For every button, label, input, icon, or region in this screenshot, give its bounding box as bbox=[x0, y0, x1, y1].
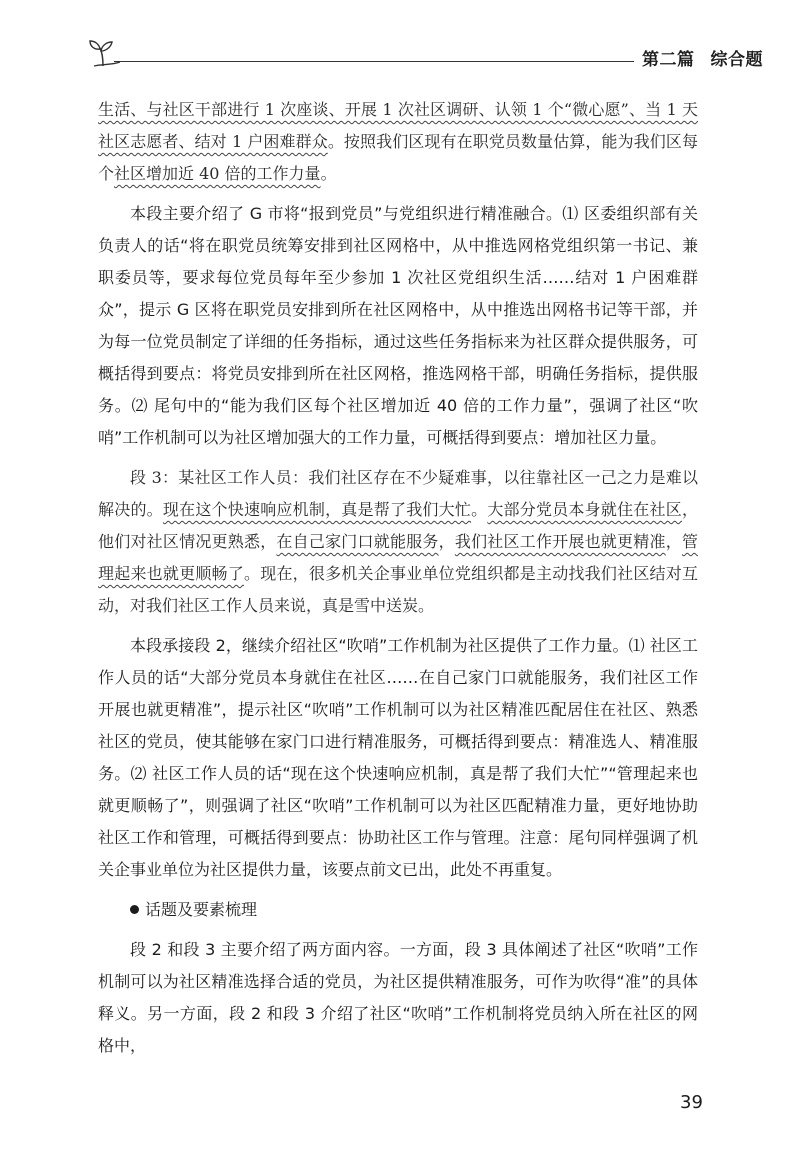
underlined-phrase: 生活、与社区干部进行 1 次座谈、开展 1 次社区调研、认领 1 个“微心愿”、当 1 天社区志愿者、结对 1 户困难群众 bbox=[98, 100, 698, 151]
quoted-material-paragraph-1 bbox=[98, 94, 698, 190]
body-text bbox=[98, 94, 698, 1070]
header-section: 综合题 bbox=[710, 50, 763, 70]
underlined-phrase: 大部分党员本身就住在社区 bbox=[487, 500, 682, 519]
text-run: 。 bbox=[471, 500, 488, 519]
text-run: 。按照我们区现有在职党员数量估算，能为我们区每个 bbox=[98, 132, 698, 183]
text-run: 。现在，很多机关企事业单位党组织都是主动找我们社区结对互动，对我们社区工作人员来说，真是雪中送炭。 bbox=[98, 564, 698, 615]
running-header bbox=[86, 36, 763, 76]
header-rule bbox=[114, 61, 634, 62]
sprout-icon bbox=[86, 36, 120, 70]
text-run: ， bbox=[665, 532, 682, 551]
page-number: 39 bbox=[680, 1092, 703, 1113]
section-heading-text: 话题及要素梳理 bbox=[145, 900, 258, 919]
text-run: ， bbox=[438, 532, 455, 551]
analysis-paragraph-2: 本段承接段 2，继续介绍社区“吹哨”工作机制为社区提供了工作力量。⑴ 社区工作人员的话“大部分党员本身就住在社区……在自己家门口就能服务，我们社区工作开展也就更精准”，提示社区“吹哨”工作机制可以为社区精准匹配居住在社区、熟悉社区的党员，使其能够在家门口进行精准服务，可概括得到要点：精准选人、精准服务。⑵ 社区工作人员的话“现在这个快速响应机制，真是帮了我们大忙”“管理起来也就更顺畅了”，则强调了社区“吹哨”工作机制可以为社区匹配精准力量，更好地协助社区工作和管理，可概括得到要点：协助社区工作与管理。注意：尾句同样强调了机关企事业单位为社区提供力量，该要点前文已出，此处不再重复。 bbox=[98, 636, 698, 879]
analysis-paragraph-1: 本段主要介绍了 G 市将“报到党员”与党组织进行精准融合。⑴ 区委组织部有关负责人的话“将在职党员统筹安排到社区网格中，从中推选网格党组织第一书记、兼职委员等，要求每位党员每年至少参加 1 次社区党组织生活……结对 1 户困难群众”，提示 G 区将在职党员安排到所在社区网格中，从中推选出网格书记等干部，并为每一位党员制定了详细的任务指标，通过这些任务指标来为社区群众提供服务，可概括得到要点：将党员安排到所在社区网格，推选网格干部，明确任务指标，提供服务。⑵ 尾句中的“能为我们区每个社区增加近 40 倍的工作力量”，强调了社区“吹哨”工作机制可以为社区增加强大的工作力量，可概括得到要点：增加社区力量。 bbox=[98, 204, 698, 447]
quoted-material-paragraph-2 bbox=[98, 462, 698, 622]
text-run: 。 bbox=[320, 164, 337, 183]
text-run: ，他们对社区情况更熟悉， bbox=[98, 500, 698, 551]
text-run: 段 3：某社区工作人员：我们社区存在不少疑难事，以往靠社区一己之力是难以解决的。 bbox=[98, 468, 698, 519]
bullet-icon bbox=[130, 905, 139, 914]
underlined-phrase: 社区增加近 40 倍的工作力量 bbox=[114, 164, 321, 183]
underlined-phrase: 我们社区工作开展也就更精准 bbox=[454, 532, 666, 551]
header-title bbox=[642, 45, 763, 70]
analysis-paragraph-3: 段 2 和段 3 主要介绍了两方面内容。一方面，段 3 具体阐述了社区“吹哨”工作机制可以为社区精准选择合适的党员，为社区提供精准服务，可作为吹得“准”的具体释义。另一方面，段 2 和段 3 介绍了社区“吹哨”工作机制将党员纳入所在社区的网格中， bbox=[98, 940, 698, 1055]
underlined-phrase: 现在这个快速响应机制，真是帮了我们大忙 bbox=[162, 500, 472, 519]
underlined-phrase: 在自己家门口就能服务 bbox=[276, 532, 439, 551]
section-heading bbox=[98, 894, 698, 926]
underlined-phrase: 管理起来也就更顺畅了 bbox=[98, 532, 698, 583]
header-part: 第二篇 bbox=[642, 50, 695, 70]
